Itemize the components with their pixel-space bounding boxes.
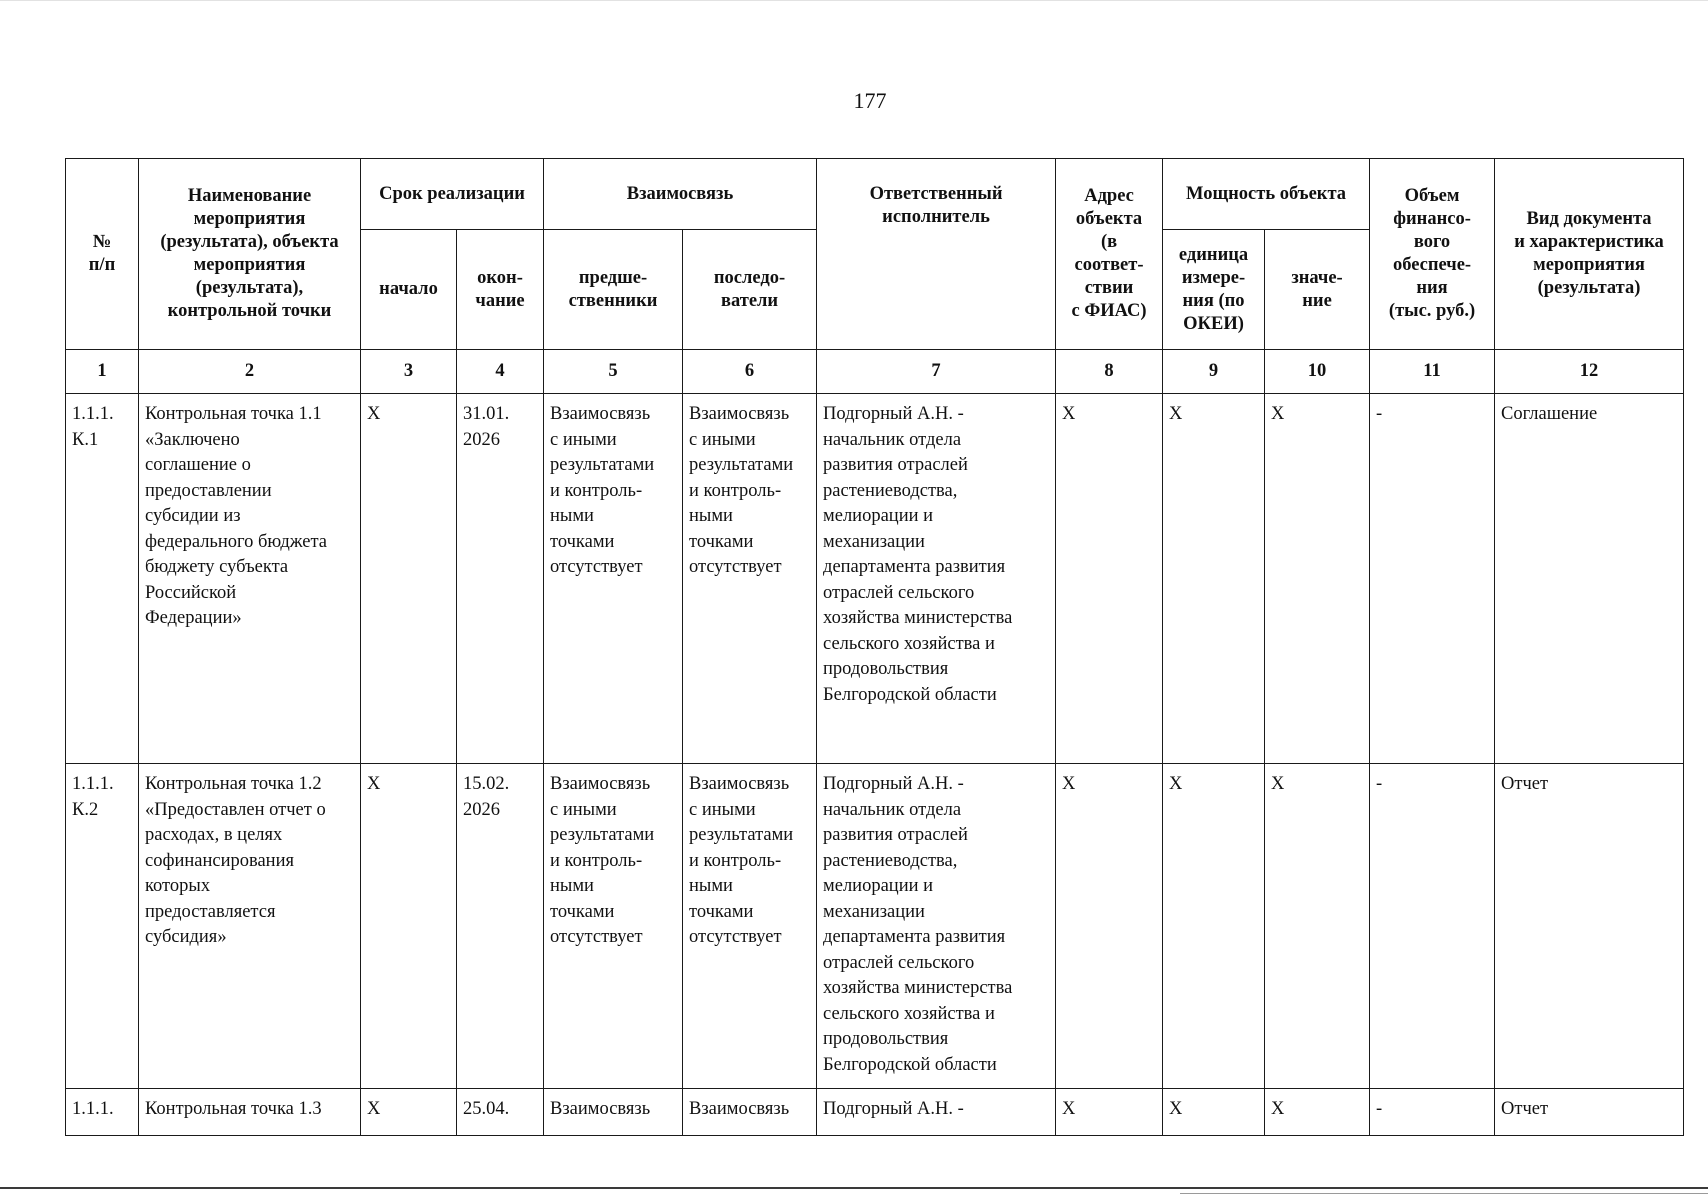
cell-name: Контрольная точка 1.1 «Заключено соглашение о предоставлении субсидии из федерального бюджета бюджету субъекта Российской Федерации»	[139, 394, 361, 764]
header-responsible: Ответственный исполнитель	[817, 159, 1056, 350]
cell-num: 1.1.1. К.2	[66, 764, 139, 1089]
table-row	[66, 1089, 1684, 1136]
header-capacity-unit: единица измере- ния (по ОКЕИ)	[1163, 230, 1265, 350]
cell-address: X	[1056, 764, 1163, 1089]
cell-end: 25.04.	[457, 1089, 544, 1136]
cell-name: Контрольная точка 1.3	[139, 1089, 361, 1136]
cell-address: X	[1056, 1089, 1163, 1136]
cell-start: X	[361, 764, 457, 1089]
control-points-table	[65, 158, 1684, 1136]
cell-next: Взаимосвязь с иными результатами и контроль- ными точками отсутствует	[683, 764, 817, 1089]
cell-value: X	[1265, 764, 1370, 1089]
header-relation-next: последо- ватели	[683, 230, 817, 350]
column-number: 5	[544, 350, 683, 394]
cell-value: X	[1265, 1089, 1370, 1136]
cell-start: X	[361, 1089, 457, 1136]
cell-prev: Взаимосвязь с иными результатами и контроль- ными точками отсутствует	[544, 394, 683, 764]
cell-prev: Взаимосвязь	[544, 1089, 683, 1136]
header-funding: Объем финансо- вого обеспече- ния (тыс. руб.)	[1370, 159, 1495, 350]
cell-next: Взаимосвязь	[683, 1089, 817, 1136]
cell-num: 1.1.1. К.1	[66, 394, 139, 764]
header-name: Наименование мероприятия (результата), объекта мероприятия (результата), контрольной точки	[139, 159, 361, 350]
scan-edge-top	[0, 0, 1708, 1]
column-number: 2	[139, 350, 361, 394]
header-relation: Взаимосвязь	[544, 159, 817, 230]
cell-end: 15.02. 2026	[457, 764, 544, 1089]
cell-address: X	[1056, 394, 1163, 764]
cell-unit: X	[1163, 764, 1265, 1089]
table-row	[66, 394, 1684, 764]
cell-end: 31.01. 2026	[457, 394, 544, 764]
cell-responsible: Подгорный А.Н. - начальник отдела развития отраслей растениеводства, мелиорации и механизации департамента развития отраслей сельского хозяйства министерства сельского хозяйства и продовольствия Белгородской области	[817, 394, 1056, 764]
cell-next: Взаимосвязь с иными результатами и контроль- ными точками отсутствует	[683, 394, 817, 764]
header-num: № п/п	[66, 159, 139, 350]
cell-funding: -	[1370, 394, 1495, 764]
header-deadline-start: начало	[361, 230, 457, 350]
header-deadline: Срок реализации	[361, 159, 544, 230]
cell-unit: X	[1163, 1089, 1265, 1136]
header-doc-type: Вид документа и характеристика мероприятия (результата)	[1495, 159, 1684, 350]
column-number: 7	[817, 350, 1056, 394]
column-number: 1	[66, 350, 139, 394]
header-row-1	[66, 159, 1684, 230]
cell-doc-type: Отчет	[1495, 764, 1684, 1089]
column-number: 12	[1495, 350, 1684, 394]
column-number: 10	[1265, 350, 1370, 394]
cell-responsible: Подгорный А.Н. -	[817, 1089, 1056, 1136]
column-number: 9	[1163, 350, 1265, 394]
column-number-row	[66, 350, 1684, 394]
header-relation-prev: предше- ственники	[544, 230, 683, 350]
header-capacity: Мощность объекта	[1163, 159, 1370, 230]
cell-num: 1.1.1.	[66, 1089, 139, 1136]
cell-doc-type: Отчет	[1495, 1089, 1684, 1136]
table-row	[66, 764, 1684, 1089]
cell-value: X	[1265, 394, 1370, 764]
cell-funding: -	[1370, 1089, 1495, 1136]
cell-doc-type: Соглашение	[1495, 394, 1684, 764]
column-number: 4	[457, 350, 544, 394]
page-bottom-rule	[0, 1187, 1708, 1189]
cell-prev: Взаимосвязь с иными результатами и контроль- ными точками отсутствует	[544, 764, 683, 1089]
header-address: Адрес объекта (в соответ- ствии с ФИАС)	[1056, 159, 1163, 350]
cell-name: Контрольная точка 1.2 «Предоставлен отчет о расходах, в целях софинансирования которых предоставляется субсидия»	[139, 764, 361, 1089]
page-bottom-rule-faint	[1180, 1193, 1708, 1194]
cell-start: X	[361, 394, 457, 764]
column-number: 11	[1370, 350, 1495, 394]
cell-responsible: Подгорный А.Н. - начальник отдела развития отраслей растениеводства, мелиорации и механизации департамента развития отраслей сельского хозяйства министерства сельского хозяйства и продовольствия Белгородской области	[817, 764, 1056, 1089]
header-capacity-value: значе- ние	[1265, 230, 1370, 350]
cell-unit: X	[1163, 394, 1265, 764]
column-number: 3	[361, 350, 457, 394]
column-number: 6	[683, 350, 817, 394]
column-number: 8	[1056, 350, 1163, 394]
cell-funding: -	[1370, 764, 1495, 1089]
page-number: 177	[853, 88, 887, 113]
header-deadline-end: окон- чание	[457, 230, 544, 350]
